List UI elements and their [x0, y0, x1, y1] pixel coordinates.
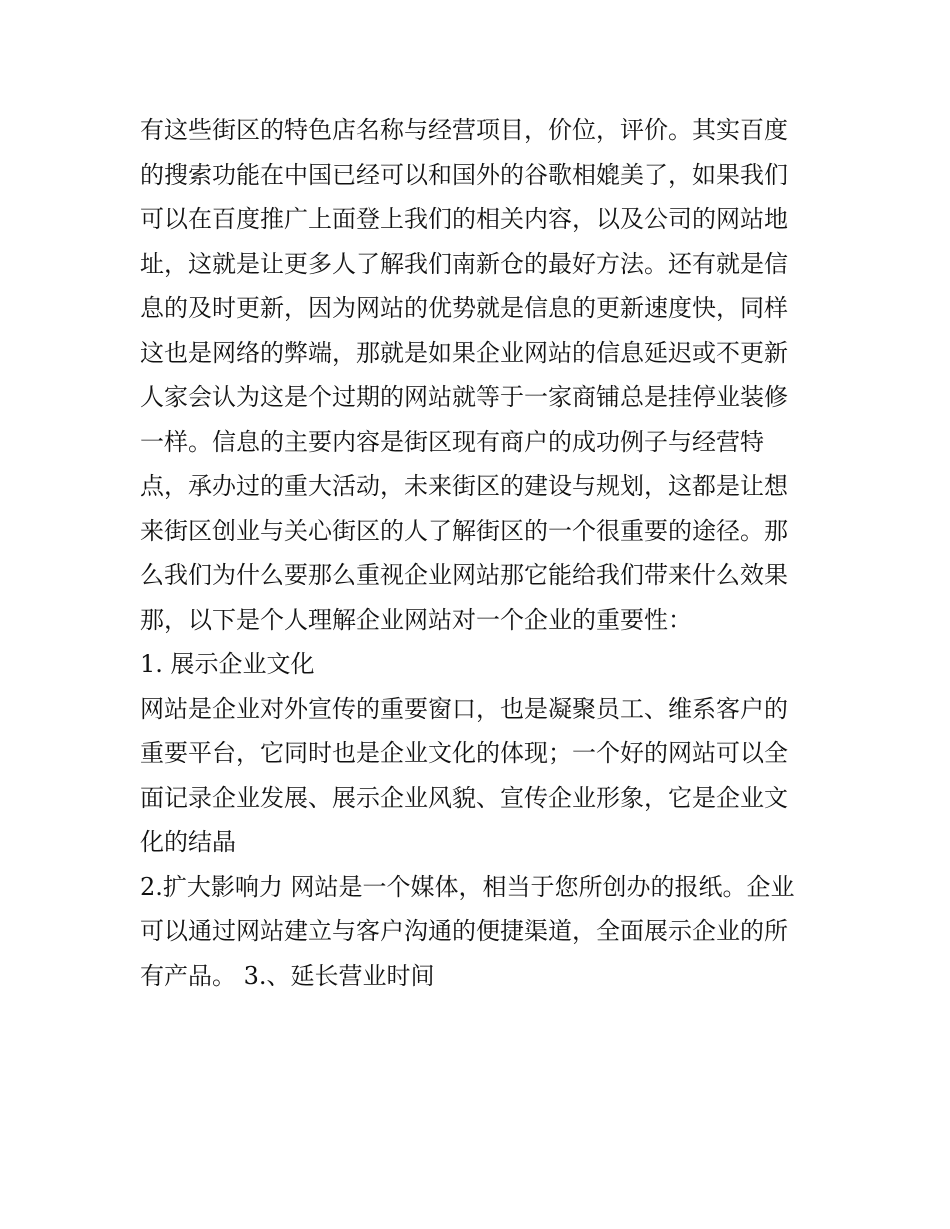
body-text [140, 108, 830, 998]
text-line: 点，承办过的重大活动，未来街区的建设与规划，这都是让想 [140, 472, 788, 500]
text-line: 来街区创业与关心街区的人了解街区的一个很重要的途径。那 [140, 516, 788, 545]
text-line: 化的结晶 [140, 828, 236, 856]
text-line: 址，这就是让更多人了解我们南新仓的最好方法。还有就是信 [140, 249, 788, 278]
text-line: 那，以下是个人理解企业网站对一个企业的重要性： [140, 605, 692, 634]
section-heading-1: 1. 展示企业文化 [140, 650, 315, 678]
text-line: 网站是企业对外宣传的重要窗口，也是凝聚员工、维系客户的 [140, 694, 788, 723]
text-line: 一样。信息的主要内容是街区现有商户的成功例子与经营特 [140, 427, 764, 456]
text-line: 可以在百度推广上面登上我们的相关内容，以及公司的网站地 [140, 205, 788, 233]
text-line: 的搜索功能在中国已经可以和国外的谷歌相媲美了，如果我们 [140, 160, 788, 189]
text-line: 有这些街区的特色店名称与经营项目，价位，评价。其实百度 [140, 116, 788, 144]
text-line: 面记录企业发展、展示企业风貌、宣传企业形象，它是企业文 [140, 783, 788, 812]
text-line: 重要平台，它同时也是企业文化的体现；一个好的网站可以全 [140, 739, 788, 767]
text-line: 么我们为什么要那么重视企业网站那它能给我们带来什么效果 [140, 561, 788, 589]
text-line: 有产品。 3.、延长营业时间 [140, 961, 435, 990]
text-line: 这也是网络的弊端，那就是如果企业网站的信息延迟或不更新 [140, 338, 788, 367]
text-line: 息的及时更新，因为网站的优势就是信息的更新速度快，同样 [140, 294, 788, 322]
text-line: 可以通过网站建立与客户沟通的便捷渠道，全面展示企业的所 [140, 917, 788, 945]
text-line: 人家会认为这是个过期的网站就等于一家商铺总是挂停业装修 [140, 383, 788, 411]
section-heading-2: 2.扩大影响力 网站是一个媒体，相当于您所创办的报纸。企业 [140, 872, 795, 901]
